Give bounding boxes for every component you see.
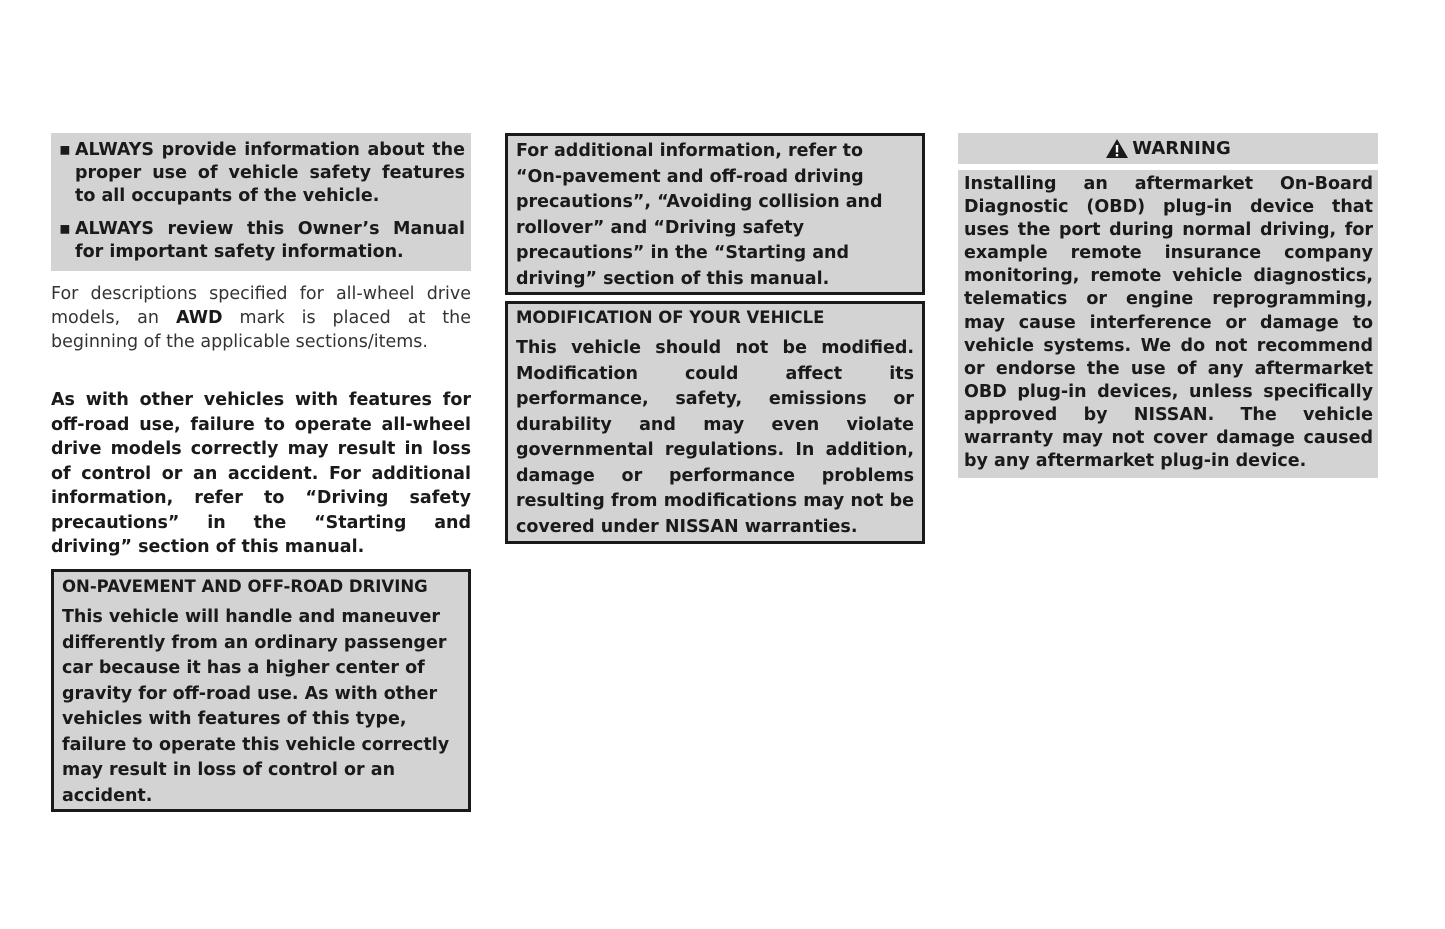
modification-box <box>505 301 925 544</box>
awd-description <box>51 282 471 354</box>
bullet-item <box>59 139 465 208</box>
safety-bullets-box <box>51 133 471 271</box>
warning-triangle-icon <box>1105 138 1129 159</box>
bullet-item <box>59 218 465 264</box>
on-pavement-title: ON-PAVEMENT AND OFF-ROAD DRIVING <box>62 577 428 596</box>
awd-mark: AWD <box>175 308 223 328</box>
awd-description-start: For descriptions specified for all-wheel drive models, an <box>51 284 471 328</box>
offroad-paragraph: As with other vehicles with features for off-road use, failure to operate all-wheel drive models correctly may result in loss of control or an accident. For additional information, refer to “Driving safety precautions” in the “Starting and driving” section of this manual. <box>51 390 471 557</box>
bullet-icon: ▪ <box>59 219 71 239</box>
modification-body: This vehicle should not be modified. Modification could affect its performance, safety, emissions or durability and may even violate governmental regulations. In addition, damage or performance problems resulting from modifications may not be covered under NISSAN warranties. <box>516 338 914 537</box>
on-pavement-body: This vehicle will handle and maneuver differently from an ordinary passenger car because it has a higher center of gravity for off-road use. As with other vehicles with features of this type, failure to operate this vehicle correctly may result in loss of control or an accident. <box>62 607 450 806</box>
additional-info-box: For additional information, refer to “On-pavement and off-road driving precautions”, “Avoiding collision and rollover” and “Driving safety precautions” in the “Starting and driving” section of this manual. <box>505 133 925 295</box>
warning-title: WARNING <box>1132 138 1231 159</box>
bullet-icon: ▪ <box>59 140 71 160</box>
on-pavement-box <box>51 569 471 812</box>
modification-title: MODIFICATION OF YOUR VEHICLE <box>516 308 825 327</box>
bullet-text: ALWAYS review this Owner’s Manual for important safety information. <box>75 219 465 262</box>
warning-body: Installing an aftermarket On-Board Diagnostic (OBD) plug-in device that uses the port during normal driving, for example remote insurance company monitoring, remote vehicle diagnostics, telematics or engine reprogramming, may cause interference or damage to vehicle systems. We do not recommend or endorse the use of any aftermarket OBD plug-in devices, unless specifically approved by NISSAN. The vehicle warranty may not cover damage caused by any aftermarket plug-in device. <box>958 170 1378 478</box>
warning-header <box>958 133 1378 164</box>
awd-description-end: mark is placed at the beginning of the applicable sections/items. <box>51 308 472 352</box>
bullet-text: ALWAYS provide information about the proper use of vehicle safety features to all occupants of the vehicle. <box>75 140 465 206</box>
